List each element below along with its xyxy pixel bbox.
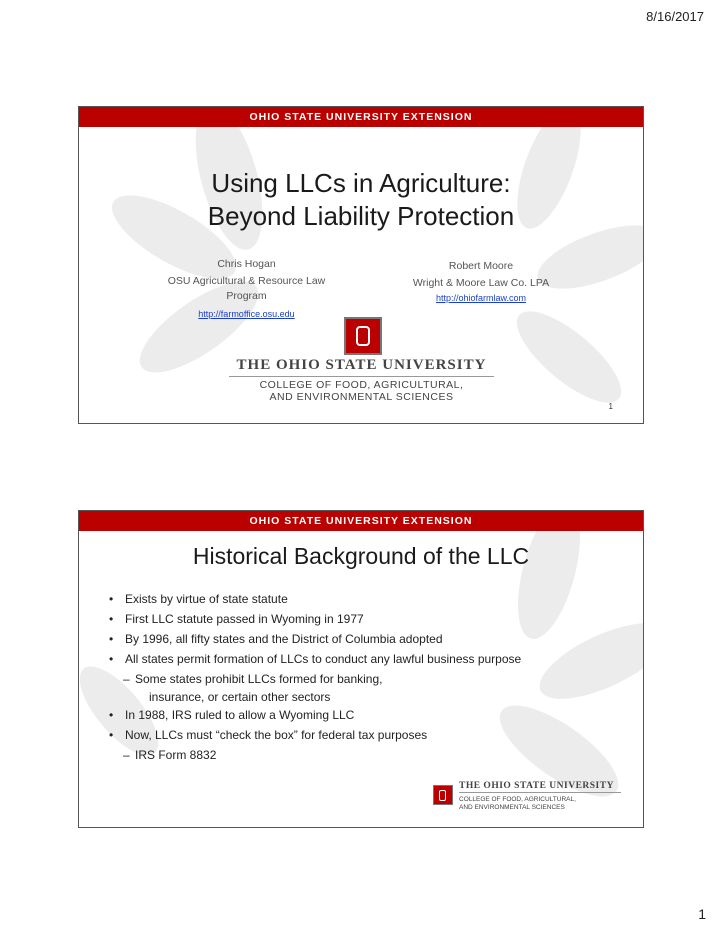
extension-banner: OHIO STATE UNIVERSITY EXTENSION xyxy=(79,511,643,531)
presenter-org: Wright & Moore Law Co. LPA xyxy=(412,277,550,289)
extension-banner: OHIO STATE UNIVERSITY EXTENSION xyxy=(79,107,643,127)
presenter-org-cont: Program xyxy=(226,290,267,302)
slide-title: Historical Background of the LLC xyxy=(192,543,530,569)
college-line-1: COLLEGE OF FOOD, AGRICULTURAL, xyxy=(459,796,576,803)
presenter-url[interactable]: http://farmoffice.osu.edu xyxy=(198,309,295,319)
presenter-org: OSU Agricultural & Resource Law xyxy=(167,275,326,287)
bullet-item: • By 1996, all fifty states and the District of Columbia adopted xyxy=(109,629,629,649)
bullet-list xyxy=(109,589,629,765)
title-slide xyxy=(78,106,644,424)
college-name xyxy=(229,379,494,403)
presenter-name: Robert Moore xyxy=(448,260,514,272)
bullet-item: • Exists by virtue of state statute xyxy=(109,589,629,609)
sub-bullet-item: – Some states prohibit LLCs formed for banking, xyxy=(109,669,629,689)
college-line-1: COLLEGE OF FOOD, AGRICULTURAL, xyxy=(259,379,464,391)
title-line-1: Using LLCs in Agriculture: xyxy=(211,168,511,198)
sub-bullet-continuation: insurance, or certain other sectors xyxy=(149,690,331,704)
bullet-item: • All states permit formation of LLCs to conduct any lawful business purpose xyxy=(109,649,629,669)
college-line-2: AND ENVIRONMENTAL SCIENCES xyxy=(269,391,454,403)
slide-title xyxy=(79,167,643,233)
presenter-right xyxy=(381,257,581,306)
title-line-2: Beyond Liability Protection xyxy=(207,201,515,231)
presenter-left xyxy=(149,257,344,322)
presenter-name: Chris Hogan xyxy=(217,258,276,270)
osu-cfaes-logo xyxy=(229,317,494,407)
bullet-item: • First LLC statute passed in Wyoming in 1977 xyxy=(109,609,629,629)
block-o-icon xyxy=(344,317,382,355)
content-slide xyxy=(78,510,644,828)
bullet-item: • Now, LLCs must “check the box” for federal tax purposes xyxy=(109,725,629,745)
presenter-url[interactable]: http://ohiofarmlaw.com xyxy=(435,293,527,303)
page-number: 1 xyxy=(698,906,706,922)
osu-cfaes-logo xyxy=(433,781,623,815)
page-date: 8/16/2017 xyxy=(646,9,704,24)
block-o-icon xyxy=(433,785,453,805)
college-name xyxy=(459,796,621,812)
slide-number: 1 xyxy=(608,402,613,411)
bullet-item: • In 1988, IRS ruled to allow a Wyoming LLC xyxy=(109,705,629,725)
college-line-2: AND ENVIRONMENTAL SCIENCES xyxy=(459,804,565,811)
university-name: THE OHIO STATE UNIVERSITY xyxy=(229,357,494,377)
sub-bullet-item: – IRS Form 8832 xyxy=(109,745,629,765)
university-name: THE OHIO STATE UNIVERSITY xyxy=(459,781,621,793)
